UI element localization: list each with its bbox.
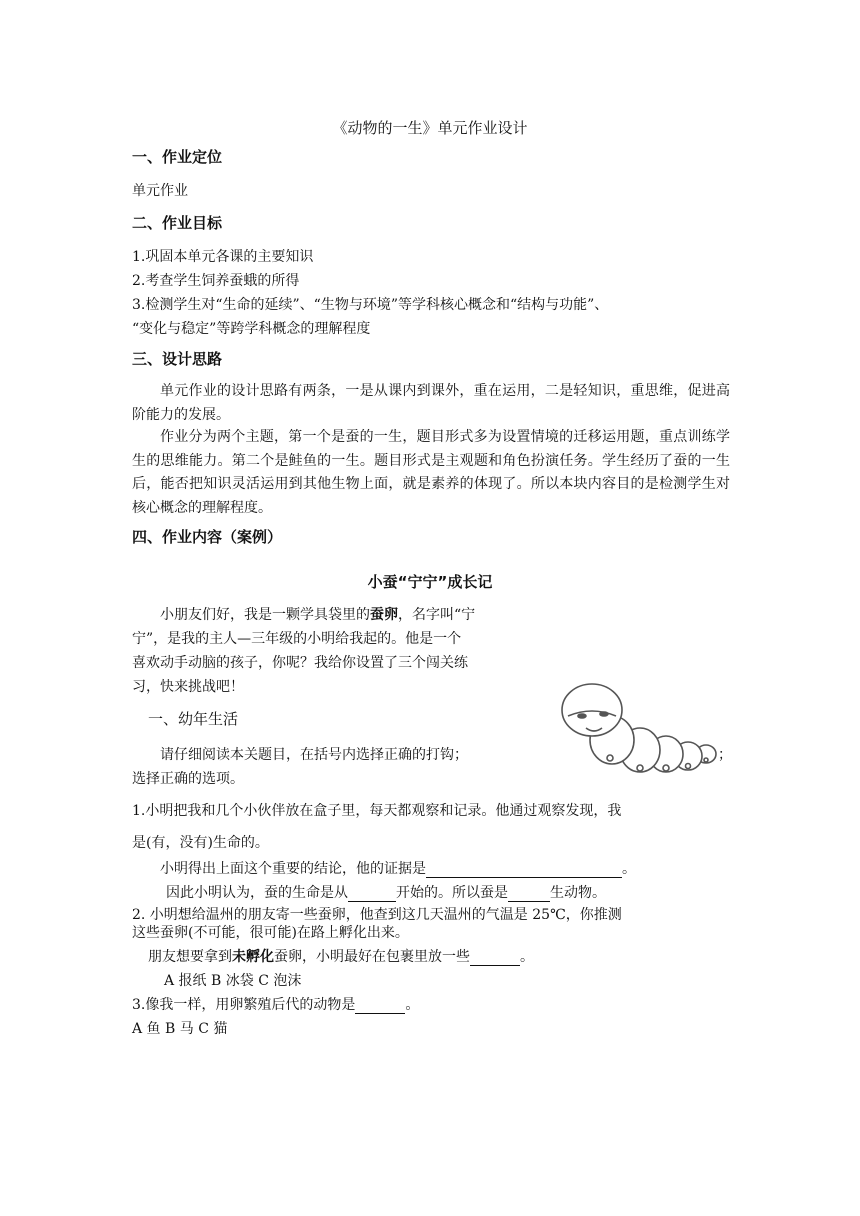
question-1-conclusion <box>166 882 606 902</box>
story-intro-line-1 <box>160 604 475 624</box>
life-start-blank[interactable] <box>348 885 396 902</box>
intro-text-a: 小朋友们好，我是一颗学具袋里的 <box>160 607 370 623</box>
section-heading-goals: 二、作业目标 <box>132 214 223 232</box>
story-title: 小蚕“宁宁”成长记 <box>367 573 493 591</box>
question-1-line-1: 1.小明把我和几个小伙伴放在盒子里，每天都观察和记录。他通过观察发现，我 <box>132 803 622 819</box>
instruction-line-2: 选择正确的选项。 <box>132 771 244 787</box>
story-intro-line-4: 习，快来挑战吧！ <box>132 679 244 695</box>
evidence-text: 小明得出上面这个重要的结论，他的证据是 <box>160 861 426 877</box>
design-paragraph-1: 单元作业的设计思路有两条，一是从课内到课外，重在运用，二是轻知识，重思维，促进高阶能力的发展。 <box>132 383 730 423</box>
q2-text-c: 。 <box>520 949 534 965</box>
evidence-end: 。 <box>622 861 636 877</box>
question-2-line-3 <box>148 946 534 966</box>
conclusion-text-a: 因此小明认为，蚕的生命是从 <box>166 885 348 901</box>
question-2-options: A 报纸 B 冰袋 C 泡沫 <box>164 973 302 989</box>
goal-item-3-line-1: 3.检测学生对“生命的延续”、“生物与环境”等学科核心概念和“结构与功能”、 <box>132 297 609 313</box>
q3-end: 。 <box>405 997 420 1013</box>
instruction-line-1: 请仔细阅读本关题目，在括号内选择正确的打钩； <box>160 747 468 763</box>
goal-item-1: 1.巩固本单元各课的主要知识 <box>132 249 314 265</box>
question-1-evidence <box>160 858 636 878</box>
question-3 <box>132 994 419 1014</box>
intro-text-b: ，名字叫“宁 <box>398 607 476 623</box>
goal-item-2: 2.考查学生饲养蚕蛾的所得 <box>132 273 300 289</box>
q2-bold-unhatched: 未孵化 <box>232 949 274 965</box>
question-2-line-2: 这些蚕卵(不可能，很可能)在路上孵化出来。 <box>132 925 409 941</box>
question-1-line-2: 是(有，没有)生命的。 <box>132 835 269 851</box>
section-heading-content: 四、作业内容（案例） <box>132 528 283 546</box>
design-paragraph-2: 作业分为两个主题，第一个是蚕的一生，题目形式多为设置情境的迁移运用题，重点训练学生的思维能力。第二个是鲑鱼的一生。题目形式是主观题和角色扮演任务。学生经历了蚕的一生后，能否把知识灵活运用到其他生物上面，就是素养的体现了。所以本块内容目的是检测学生对核心概念的理解程度。 <box>132 429 730 516</box>
section-text-positioning: 单元作业 <box>132 183 188 199</box>
section-heading-design: 三、设计思路 <box>132 350 223 368</box>
egg-laying-animal-blank[interactable] <box>355 997 405 1014</box>
question-2-line-1: 2. 小明想给温州的朋友寄一些蚕卵，他查到这几天温州的气温是 25℃，你推测 <box>132 907 622 923</box>
intro-bold-egg: 蚕卵 <box>370 607 398 623</box>
part-heading-early-life: 一、幼年生活 <box>148 710 239 728</box>
conclusion-text-c: 生动物。 <box>550 885 606 901</box>
question-3-options: A 鱼 B 马 C 猫 <box>132 1021 228 1037</box>
package-item-blank[interactable] <box>470 949 520 966</box>
story-intro-line-2: 宁”，是我的主人—三年级的小明给我起的。他是一个 <box>132 631 462 647</box>
silkworm-illustration-icon <box>548 676 728 788</box>
conclusion-text-b: 开始的。所以蚕是 <box>396 885 508 901</box>
q2-text-b: 蚕卵，小明最好在包裹里放一些 <box>274 949 470 965</box>
document-title: 《动物的一生》单元作业设计 <box>332 119 528 137</box>
animal-type-blank[interactable] <box>508 885 550 902</box>
section-heading-positioning: 一、作业定位 <box>132 148 223 166</box>
goal-item-3-line-2: “变化与稳定”等跨学科概念的理解程度 <box>132 321 371 337</box>
instruction-line-1-tail: ； <box>718 747 732 763</box>
story-intro-line-3: 喜欢动手动脑的孩子，你呢？我给你设置了三个闯关练 <box>132 655 468 671</box>
q3-text: 3.像我一样，用卵繁殖后代的动物是 <box>132 997 356 1013</box>
evidence-answer-blank[interactable] <box>426 861 622 878</box>
q2-text-a: 朋友想要拿到 <box>148 949 232 965</box>
